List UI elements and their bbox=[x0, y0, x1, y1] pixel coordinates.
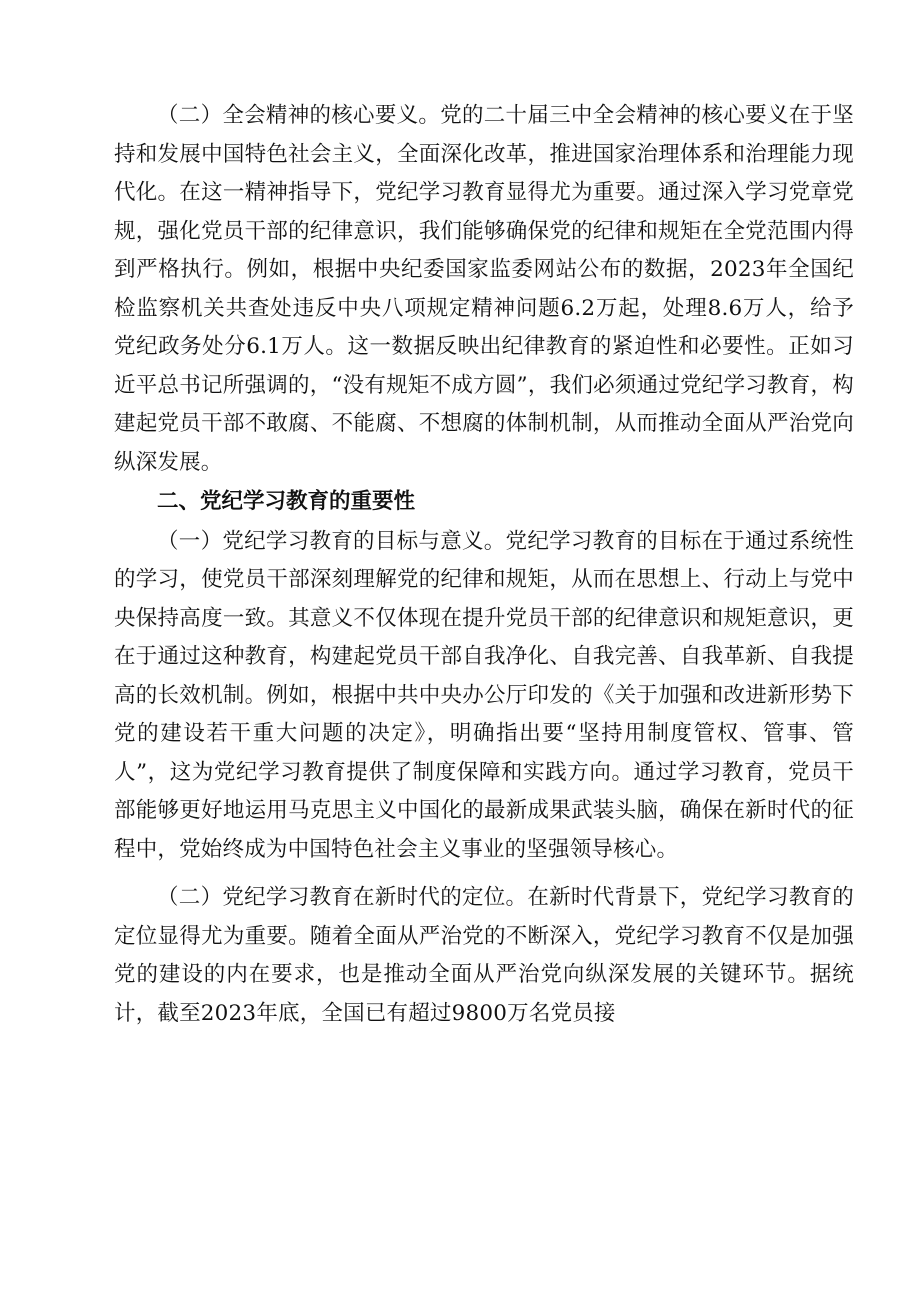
paragraph-goals-significance: （一）党纪学习教育的目标与意义。党纪学习教育的目标在于通过系统性的学习，使党员干部深刻理解党的纪律和规矩，从而在思想上、行动上与党中央保持高度一致。其意义不仅体现在提升党员干部的纪律意识和规矩意识，更在于通过这种教育，构建起党员干部自我净化、自我完善、自我革新、自我提高的长效机制。例如，根据中共中央办公厅印发的《关于加强和改进新形势下党的建设若干重大问题的决定》，明确指出要“坚持用制度管权、管事、管人”，这为党纪学习教育提供了制度保障和实践方向。通过学习教育，党员干部能够更好地运用马克思主义中国化的最新成果武装头脑，确保在新时代的征程中，党始终成为中国特色社会主义事业的坚强领导核心。 bbox=[114, 528, 854, 862]
paragraph-gap bbox=[114, 869, 854, 879]
section-heading-importance: 二、党纪学习教育的重要性 bbox=[157, 489, 416, 514]
paragraph-core-essence: （二）全会精神的核心要义。党的二十届三中全会精神的核心要义在于坚持和发展中国特色社会主义，全面深化改革，推进国家治理体系和治理能力现代化。在这一精神指导下，党纪学习教育显得尤为重要。通过深入学习党章党规，强化党员干部的纪律意识，我们能够确保党的纪律和规矩在全党范围内得到严格执行。例如，根据中央纪委国家监委网站公布的数据，2023年全国纪检监察机关共查处违反中央八项规定精神问题6.2万起，处理8.6万人，给予党纪政务处分6.1万人。这一数据反映出纪律教育的紧迫性和必要性。正如习近平总书记所强调的，“没有规矩不成方圆”，我们必须通过党纪学习教育，构建起党员干部不敢腐、不能腐、不想腐的体制机制，从而推动全面从严治党向纵深发展。 bbox=[114, 103, 854, 475]
paragraph-new-era-positioning: （二）党纪学习教育在新时代的定位。在新时代背景下，党纪学习教育的定位显得尤为重要。随着全面从严治党的不断深入，党纪学习教育不仅是加强党的建设的内在要求，也是推动全面从严治党向纵深发展的关键环节。据统计，截至2023年底，全国已有超过9800万名党员接 bbox=[114, 885, 854, 1026]
document-page bbox=[114, 97, 854, 1033]
